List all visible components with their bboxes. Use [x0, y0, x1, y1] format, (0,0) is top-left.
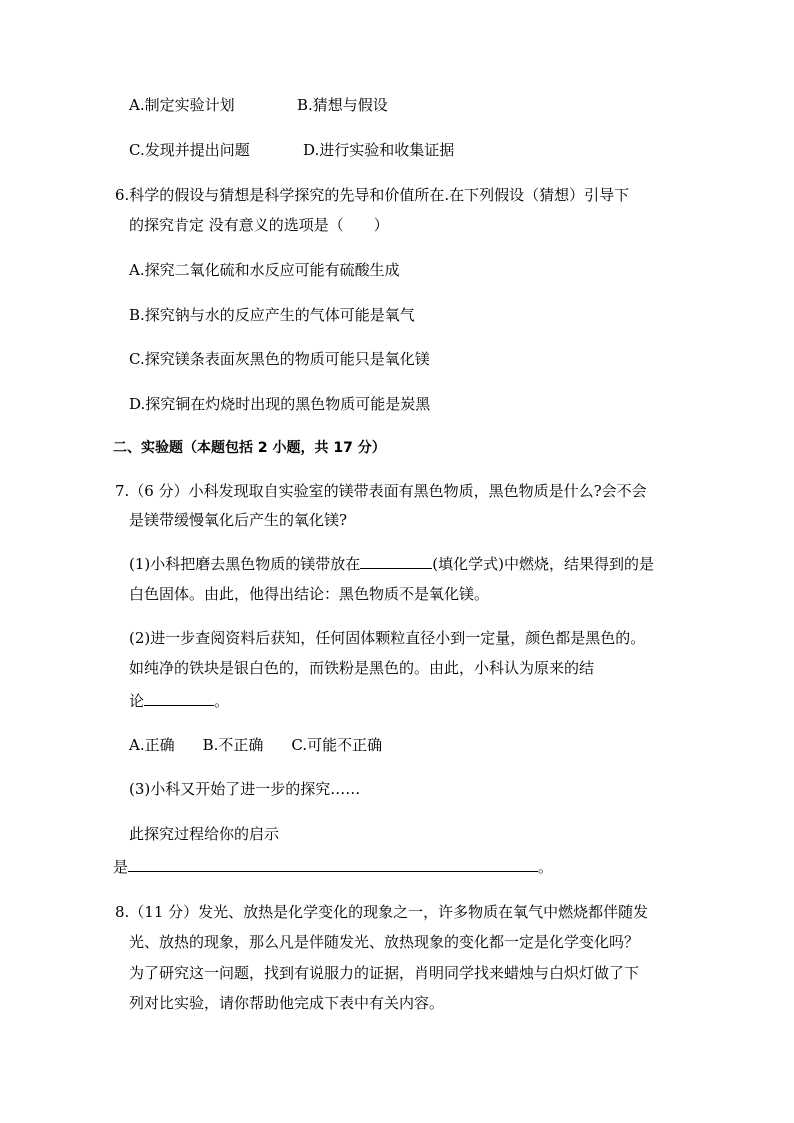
q6-option-c: C.探究镁条表面灰黑色的物质可能只是氧化镁 [129, 350, 430, 368]
q8-line3: 为了研究这一问题，找到有说服力的证据，肖明同学找来蜡烛与白炽灯做了下 [129, 964, 640, 982]
q7-part1-answer-blank[interactable] [360, 554, 432, 569]
q7-part2-line3 [129, 691, 229, 711]
q8-line2: 光、放热的现象，那么凡是伴随发光、放热现象的变化都一定是化学变化吗？ [129, 933, 640, 951]
q8-line4: 列对比实验，请你帮助他完成下表中有关内容。 [129, 994, 445, 1012]
q7-stem-line1: 7.（6 分）小科发现取自实验室的镁带表面有黑色物质，黑色物质是什么?会不会 [115, 482, 647, 500]
q6-option-a: A.探究二氧化硫和水反应可能有硫酸生成 [129, 261, 400, 279]
q6-option-d: D.探究铜在灼烧时出现的黑色物质可能是炭黑 [129, 395, 431, 413]
q5-option-c: C.发现并提出问题 [129, 141, 250, 159]
q7-part4-answer-blank[interactable] [128, 857, 538, 872]
q6-stem-line1: 6.科学的假设与猜想是科学探究的先导和价值所在.在下列假设（猜想）引导下 [115, 186, 630, 204]
q7-part1-line1 [129, 554, 654, 574]
q7-options [129, 735, 382, 755]
q7-part2-answer-blank[interactable] [144, 691, 214, 706]
q6-option-b: B.探究钠与水的反应产生的气体可能是氧气 [129, 306, 415, 324]
q7-part2-text-a: 论 [129, 692, 145, 710]
q7-option-b: B.不正确 [202, 736, 264, 754]
q7-part1-line2: 白色固体。由此，他得出结论：黑色物质不是氧化镁。 [129, 585, 490, 603]
q7-option-c: C.可能不正确 [291, 736, 383, 754]
q7-part1-text-a: (1)小科把磨去黑色物质的镁带放在 [129, 555, 361, 573]
q7-part4-line2 [113, 857, 553, 877]
q7-part2-line1: (2)进一步查阅资料后获知，任何固体颗粒直径小到一定量，颜色都是黑色的。 [129, 629, 646, 647]
q8-line1: 8.（11 分）发光、放热是化学变化的现象之一，许多物质在氧气中燃烧都伴随发 [115, 903, 649, 921]
q7-part4-line1: 此探究过程给你的启示 [129, 825, 280, 843]
q7-part3: (3)小科又开始了进一步的探究…… [129, 780, 361, 798]
q7-option-a: A.正确 [129, 736, 175, 754]
q7-part4-text-b: 。 [538, 858, 554, 876]
section-heading: 二、实验题（本题包括 2 小题，共 17 分） [113, 440, 386, 456]
q7-part2-text-b: 。 [214, 692, 230, 710]
q7-part1-text-b: (填化学式)中燃烧，结果得到的是 [432, 555, 654, 573]
q5-option-d: D.进行实验和收集证据 [303, 141, 455, 159]
q5-option-a: A.制定实验计划 [129, 96, 235, 114]
q6-stem-line2: 的探究肯定 没有意义的选项是（ ） [129, 216, 389, 234]
q7-part2-line2: 如纯净的铁块是银白色的，而铁粉是黑色的。由此，小科认为原来的结 [129, 659, 595, 677]
q7-stem-line2: 是镁带缓慢氧化后产生的氧化镁? [129, 511, 348, 529]
q7-part4-text-a: 是 [113, 858, 129, 876]
q5-option-b: B.猜想与假设 [297, 96, 388, 114]
